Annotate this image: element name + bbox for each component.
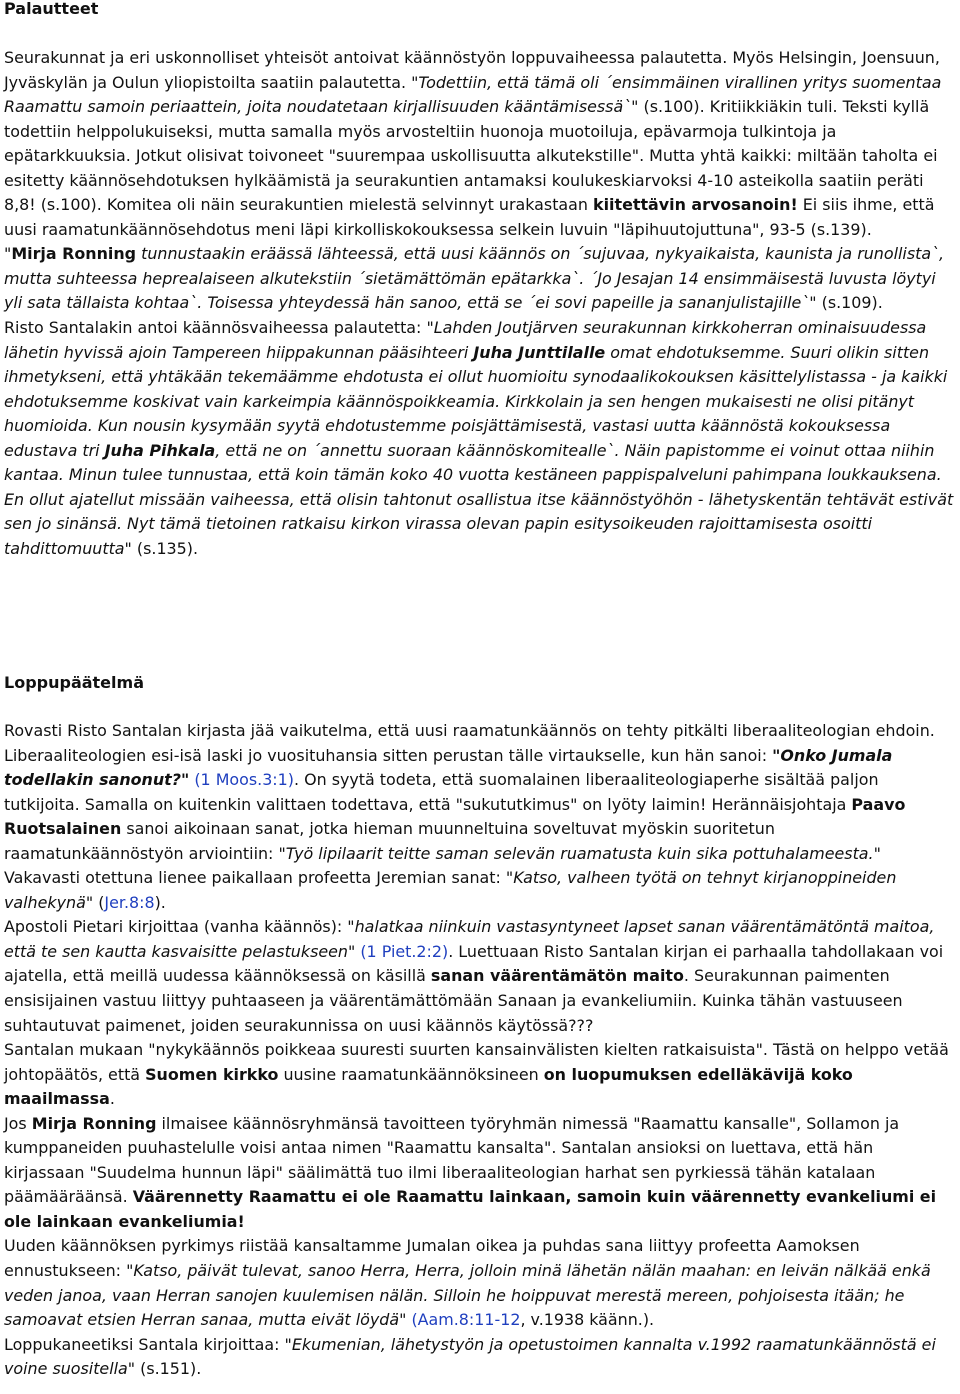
section-heading-loppupaatelma: Loppupäätelmä — [4, 673, 144, 692]
paragraph — [4, 719, 958, 866]
text-run: uusine raamatunkäännöksineen — [278, 1064, 544, 1084]
quoted-text: "Ekumenian, lähetystyön ja opetustoimen kannalta v.1992 raamatunkäännöstä ei voine suositella" — [4, 1334, 936, 1379]
quoted-text: "Työ lipilaarit teitte saman selevän ruamatusta kuin sika pottuhalameesta." — [278, 843, 881, 863]
quoted-text: omat ehdotuksemme. Suuri olikin sitten ihmetykseni, että yhtäkään tekemäämme ehdotusta ei ollut huomioitu synodaalikokouksen käsittelylistassa - ja kaikki ehdotuksemme koskivat vain karkeimpia käännöspoikkeamia. Kirkkolain ja sen hengen mukaisesti ne olisi pitänyt huomioida. Kun nousin kysymään syytä ehdotustemme poisjättämisestä, vastasi uutta käännöstä kokouksessa edustava tri — [4, 342, 948, 460]
text-run: . Seurakunnan paimenten ensisijainen vastuu liittyy puhtaaseen ja väärentämättömään Sanaan ja evankeliumiin. Kuinka tähän vastuuseen suhtautuvat paimenet, joiden seurakunnissa on uusi käännös käytössä??? — [4, 966, 903, 1035]
section-body — [4, 46, 958, 561]
paragraph — [4, 1112, 958, 1235]
section-heading-palautteet: Palautteet — [4, 0, 99, 18]
quoted-text: "Lahden Joutjärven seurakunnan kirkkoherran ominaisuudessa lähetin hyvissä ajoin Tampereen hiippakunnan pääsihteeri — [4, 318, 927, 362]
paragraph — [4, 1234, 958, 1332]
quoted-text: tunnustaakin eräässä lähteessä, että uusi käännös on ´sujuvaa, nykyaikaista, kaunista ja runollista`, mutta suhteessa heprealaiseen alkutekstiin ´sietämättömän epätarkka`. ´Jo Jesajan 14 ensimmäisestä luvusta löytyi yli sata tällaista kohtaa`. Toisessa yhteydessä hän sanoo, että se ´ei sovi papeille ja sananjulistajille`" — [4, 244, 945, 313]
quoted-text: "Katso, valheen työtä on tehnyt kirjanoppineiden valhekynä" — [4, 868, 897, 912]
bold-text: Mirja Ronning — [11, 244, 137, 264]
text-run: . — [109, 1089, 115, 1109]
paragraph — [4, 866, 958, 915]
bible-reference-link[interactable]: (Aam.8:11-12 — [411, 1310, 521, 1330]
bible-reference-link[interactable]: (1 Moos.3:1) — [194, 770, 294, 790]
bold-text: Paavo Ruotsalainen — [4, 794, 906, 839]
bible-reference-link[interactable]: (1 Piet.2:2) — [360, 941, 449, 961]
text-run: (s.109). — [816, 293, 883, 313]
text-run: sanoi aikoinaan sanat, jotka hieman muunneltuina soveltuvat myöskin suoritetun raamatunkäännöstyön arviointiin: — [4, 819, 775, 863]
paragraph — [4, 316, 958, 561]
bold-text: Mirja Ronning — [31, 1113, 157, 1133]
text-run: (s.100). Kritiikkiäkin tuli. Teksti kyllä todettiin helppolukuiseksi, mutta samalla myös arvosteltiin huonoja muotoiluja, epävarmoja tulkintoja ja epätarkkuuksia. Jotkut olisivat toivoneet "suurempaa uskollisuutta alkutekstille". Mutta yhtä kaikki: miltään taholta ei esitetty käännösehdotuksen hylkäämistä ja seurakuntien antamaksi koulukeskiarvoksi 4-10 asteikolla saatiin peräti 8,8! (s.100). Komitea oli näin seurakuntien mielestä selvinnyt urakastaan — [4, 97, 938, 215]
text-run: ( — [93, 892, 105, 912]
quoted-text: "Todettiin, että tämä oli ´ensimmäinen virallinen yritys suomentaa Raamattu samoin periaattein, joita noudatetaan kirjallisuuden kääntämisessä`" — [4, 72, 942, 117]
text-run: ). — [154, 892, 166, 912]
bold-text: "Onko Jumala todellakin sanonut?" — [4, 745, 893, 790]
quoted-text: , että ne on ´annettu suoraan käännöskomitealle`. Näin papistomme ei voinut ottaa niihin kantaa. Minun tulee tunnustaa, että koin tämän koko 40 vuotta kestäneen pappispalveluni pahimpana loukkauksena. En ollut ajatellut missään vaiheessa, että olisin tahtonut osallistua itse käännöstyöhön - lähetyskentän tehtävät estivät sen jo sinänsä. Nyt tämä tietoinen ratkaisu kirkon virassa olevan papin esitysoikeuden rajoittamisesta osoitti tahdittomuutta" — [4, 440, 954, 558]
paragraph — [4, 242, 958, 316]
text-run: Rovasti Risto Santalan kirjasta jää vaikutelma, että uusi raamatunkäännös on tehty pitkälti liberaaliteologian ehdoin. Liberaaliteologien esi-isä laski jo vuosituhansia sitten perustan tälle virtaukselle, kun hän sanoi: — [4, 721, 935, 765]
section-body — [4, 719, 958, 1382]
text-run: Uuden käännöksen pyrkimys riistää kansaltamme Jumalan oikea ja puhdas sana liittyy profeetta Aamoksen ennustukseen: — [4, 1236, 860, 1281]
text-run: Vakavasti otettuna lienee paikallaan profeetta Jeremian sanat: — [4, 868, 506, 888]
text-run: Santalan mukaan "nykykäännös poikkeaa suuresti suurten kansainvälisten kielten ratkaisuista". Tästä on helppo vetää johtopäätös, että — [4, 1040, 949, 1084]
quoted-text: " — [4, 244, 12, 264]
text-run: ilmaisee käännösryhmänsä tavoitteen työryhmän nimessä "Raamattu kansalle", Sollamon ja kumppaneiden puuhastelulle voisi antaa nimen "Raamattu kansalta". Santalan ansioksi on luettava, että hän kirjassaan "Suudelma hunnun läpi" säälimättä tuo ilmi liberaaliteologian harhat sen pyrkiessä tähän katalaan päämääräänsä. — [4, 1113, 900, 1207]
quoted-text: "Katso, päivät tulevat, sanoo Herra, Herra, jolloin minä lähetän nälän maahan: en leivän nälkää enkä veden janoa, vaan Herran sanojen kuulemisen nälän. Silloin he hoippuvat merestä mereen, pohjoisesta itään; he samoavat etsien Herran sanaa, mutta eivät löydä" — [4, 1261, 931, 1330]
text-run: (s.151). — [135, 1359, 202, 1379]
text-run: Apostoli Pietari kirjoittaa (vanha käännös): — [4, 917, 348, 937]
bold-text: kiitettävin arvosanoin! — [593, 195, 798, 215]
text-run: . On syytä todeta, että suomalainen liberaaliteologiaperhe sisältää paljon tutkijoita. Samalla on kuitenkin valittaen todettava, että "sukututkimus" on lyöty laimin! Herännäisjohtaja — [4, 770, 879, 814]
paragraph — [4, 1038, 958, 1112]
bold-text: Juha Pihkala — [104, 440, 216, 460]
text-run: Loppukaneetiksi Santala kirjoittaa: — [4, 1334, 285, 1354]
paragraph — [4, 1333, 958, 1382]
bible-reference-link[interactable]: Jer.8:8 — [104, 892, 155, 912]
bold-text: on luopumuksen edelläkävijä koko maailmassa — [4, 1064, 853, 1109]
paragraph — [4, 46, 958, 242]
text-run: , v.1938 käänn.). — [520, 1310, 655, 1330]
bold-text: sanan väärentämätön maito — [430, 966, 684, 986]
paragraph — [4, 915, 958, 1038]
text-run: Jos — [4, 1113, 32, 1133]
text-run: . Luettuaan Risto Santalan kirjan ei parhaalla tahdollakaan voi ajatella, että meillä uudessa käännöksessä on käsillä — [4, 941, 944, 986]
quoted-text: "halatkaa niinkuin vastasyntyneet lapset sanan väärentämätöntä maitoa, että te sen kautta kasvaisitte pelastukseen" — [4, 917, 935, 961]
text-run: (s.135). — [131, 538, 199, 558]
bold-text: Suomen kirkko — [145, 1064, 279, 1084]
bold-text: Väärennetty Raamattu ei ole Raamattu lainkaan, samoin kuin väärennetty evankeliumi ei ole lainkaan evankeliumia! — [4, 1187, 937, 1231]
text-run: Seurakunnat ja eri uskonnolliset yhteisöt antoivat käännöstyön loppuvaiheessa palautetta. Myös Helsingin, Joensuun, Jyväskylän ja Oulun yliopistoilta saatiin palautetta. — [4, 48, 940, 92]
bold-text: Juha Junttilalle — [473, 342, 606, 362]
text-run: Ei siis ihme, että uusi raamatunkäännösehdotus meni läpi kirkolliskokouksessa selkein luvuin "läpihuutojuttuna", 93-5 (s.139). — [4, 195, 935, 239]
text-run: Risto Santalakin antoi käännösvaiheessa palautetta: — [4, 318, 427, 338]
